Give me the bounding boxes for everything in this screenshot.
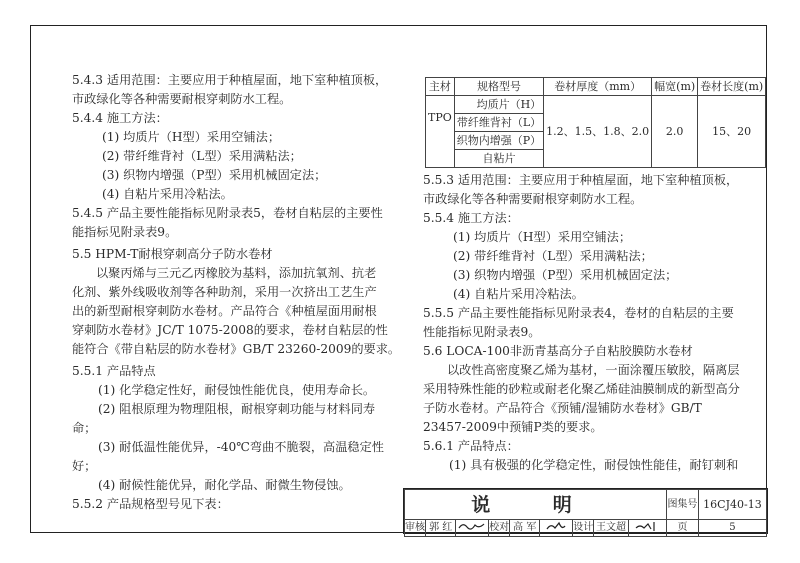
thickness-cell: 1.2、1.5、1.8、2.0: [544, 96, 652, 168]
text-line: (1) 均质片（H型）采用空铺法；: [453, 230, 632, 244]
text-line: (1) 具有极强的化学稳定性，耐侵蚀性能佳，耐钉刺和: [449, 458, 739, 472]
check-label: 校对: [489, 520, 510, 537]
right-column: [423, 172, 740, 476]
width-cell: 2.0: [652, 96, 698, 168]
text-line: 5.4.3 适用范围：主要应用于种植屋面，地下室种植顶板，: [72, 73, 388, 87]
text-line: 命；: [72, 421, 97, 435]
text-line: 采用特殊性能的砂粒或耐老化聚乙烯硅油膜制成的新型高分: [423, 382, 740, 396]
text-line: 能指标见附录表9。: [72, 225, 178, 239]
table-header-row: [426, 78, 766, 96]
text-line: 5.5.4 施工方法：: [423, 211, 519, 225]
text-line: (3) 织物内增强（P型）采用机械固定法；: [453, 268, 678, 282]
atlas-label: 图集号: [667, 490, 699, 520]
type-cell: 均质片（H）: [454, 96, 543, 114]
atlas-number: 16CJ40-13: [698, 490, 766, 520]
text-line: 穿刺防水卷材》JC/T 1075-2008的要求，卷材自粘层的性: [72, 323, 388, 337]
title-block: [403, 488, 768, 534]
text-line: (4) 自粘片采用冷粘法。: [453, 287, 584, 301]
review-label: 审核: [405, 520, 426, 537]
material-cell: TPO: [426, 96, 455, 168]
text-line: (2) 阻根原理为物理阻根，耐根穿刺功能与材料同寿: [98, 402, 376, 416]
text-line: (4) 自粘片采用冷粘法。: [102, 187, 233, 201]
text-line: (3) 织物内增强（P型）采用机械固定法；: [102, 168, 327, 182]
text-line: (2) 带纤维背衬（L型）采用满粘法；: [453, 249, 653, 263]
design-label: 设计: [573, 520, 594, 537]
text-line: 以聚丙烯与三元乙丙橡胶为基料，添加抗氧剂、抗老: [96, 266, 377, 280]
text-line: 5.6.1 产品特点：: [423, 439, 519, 453]
table-header: 主材: [426, 78, 455, 96]
page-label: 页: [667, 520, 699, 537]
text-line: 子防水卷材。产品符合《预铺/湿铺防水卷材》GB/T: [423, 401, 702, 415]
text-line: 5.5.2 产品规格型号见下表：: [72, 497, 229, 511]
text-line: 出的新型耐根穿刺防水卷材。产品符合《种植屋面用耐根: [72, 304, 377, 318]
text-line: 以改性高密度聚乙烯为基材，一面涂覆压敏胶，隔离层: [447, 363, 740, 377]
type-cell: 带纤维背衬（L）: [454, 114, 543, 132]
text-line: (3) 耐低温性能优异，-40℃弯曲不脆裂，高温稳定性: [98, 440, 384, 454]
watermark: [0, 4, 800, 10]
checker-signature: [540, 520, 573, 537]
text-line: 23457-2009中预铺P类的要求。: [423, 420, 603, 434]
title-text: 说 明: [471, 493, 600, 516]
designer-name: 王文超: [594, 520, 629, 537]
text-line: (1) 化学稳定性好，耐侵蚀性能优良，使用寿命长。: [98, 383, 376, 397]
text-line: 5.5.1 产品特点: [72, 364, 156, 378]
table-header: 规格型号: [454, 78, 543, 96]
text-line: 性能指标见附录表9。: [423, 325, 541, 339]
section-heading: 5.5 HPM-T耐根穿刺高分子防水卷材: [72, 247, 273, 261]
table-header: 卷材厚度（mm）: [544, 78, 652, 96]
drawing-title: [405, 490, 667, 520]
reviewer-name: 郭 红: [426, 520, 456, 537]
text-line: 5.5.3 适用范围：主要应用于种植屋面，地下室种植顶板，: [423, 173, 739, 187]
spec-table: [425, 77, 766, 168]
table-header: 幅宽(m): [652, 78, 698, 96]
text-line: 市政绿化等各种需要耐根穿刺防水工程。: [423, 192, 643, 206]
text-line: 5.4.4 施工方法：: [72, 111, 168, 125]
text-line: 化剂、紫外线吸收剂等各种助剂，采用一次挤出工艺生产: [72, 285, 377, 299]
length-cell: 15、20: [698, 96, 766, 168]
checker-name: 高 军: [510, 520, 540, 537]
reviewer-signature: [456, 520, 489, 537]
text-line: 能符合《带自粘层的防水卷材》GB/T 23260-2009的要求。: [72, 342, 401, 356]
left-column: [72, 72, 400, 515]
table-row: [426, 96, 766, 114]
text-line: (2) 带纤维背衬（L型）采用满粘法；: [102, 149, 302, 163]
text-line: (4) 耐候性能优异，耐化学品、耐微生物侵蚀。: [98, 478, 351, 492]
text-line: 5.5.5 产品主要性能指标见附录表4，卷材的自粘层的主要: [423, 306, 734, 320]
type-cell: 自粘片: [454, 150, 543, 168]
text-line: (1) 均质片（H型）采用空铺法；: [102, 130, 281, 144]
designer-signature: [628, 520, 666, 537]
table-header: 卷材长度(m): [698, 78, 766, 96]
page-number: 5: [698, 520, 766, 537]
text-line: 5.4.5 产品主要性能指标见附录表5，卷材自粘层的主要性: [72, 206, 383, 220]
text-line: 市政绿化等各种需要耐根穿刺防水工程。: [72, 92, 292, 106]
section-heading: 5.6 LOCA-100非沥青基高分子自粘胶膜防水卷材: [423, 344, 693, 358]
text-line: 好；: [72, 459, 97, 473]
type-cell: 织物内增强（P）: [454, 132, 543, 150]
